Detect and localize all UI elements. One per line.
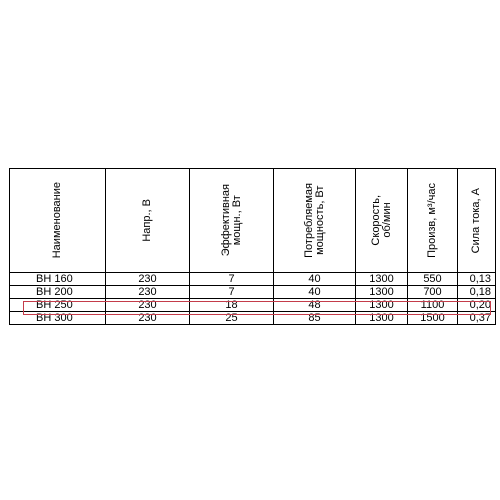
cell-voltage: 230 [106, 286, 190, 299]
cell-current: 0,13 [458, 273, 496, 286]
table-row-highlighted [10, 299, 496, 312]
header-effective-power: Эффективная мощн., Вт [190, 169, 274, 273]
table-row [10, 312, 496, 325]
cell-effective-power: 7 [190, 286, 274, 299]
cell-effective-power: 25 [190, 312, 274, 325]
specifications-table [9, 168, 496, 325]
header-capacity: Произв, м³/час [408, 169, 458, 273]
cell-name: ВН 300 [10, 312, 106, 325]
cell-speed: 1300 [356, 273, 408, 286]
cell-current: 0,18 [458, 286, 496, 299]
cell-name: ВН 160 [10, 273, 106, 286]
cell-voltage: 230 [106, 299, 190, 312]
header-name: Наименование [10, 169, 106, 273]
table-row [10, 286, 496, 299]
cell-voltage: 230 [106, 273, 190, 286]
table-row [10, 273, 496, 286]
cell-consumed-power: 48 [274, 299, 356, 312]
cell-speed: 1300 [356, 312, 408, 325]
header-current: Сила тока, А [458, 169, 496, 273]
cell-capacity: 1500 [408, 312, 458, 325]
header-row [10, 169, 496, 273]
cell-name: ВН 200 [10, 286, 106, 299]
cell-current: 0,37 [458, 312, 496, 325]
cell-consumed-power: 40 [274, 286, 356, 299]
cell-capacity: 550 [408, 273, 458, 286]
cell-speed: 1300 [356, 286, 408, 299]
cell-capacity: 700 [408, 286, 458, 299]
cell-speed: 1300 [356, 299, 408, 312]
cell-name: ВН 250 [10, 299, 106, 312]
header-speed: Скорость, об/мин [356, 169, 408, 273]
cell-current: 0,20 [458, 299, 496, 312]
cell-consumed-power: 40 [274, 273, 356, 286]
cell-effective-power: 18 [190, 299, 274, 312]
header-voltage: Напр., В [106, 169, 190, 273]
cell-capacity: 1100 [408, 299, 458, 312]
cell-effective-power: 7 [190, 273, 274, 286]
cell-consumed-power: 85 [274, 312, 356, 325]
header-consumed-power: Потребляемая мощность, Вт [274, 169, 356, 273]
cell-voltage: 230 [106, 312, 190, 325]
